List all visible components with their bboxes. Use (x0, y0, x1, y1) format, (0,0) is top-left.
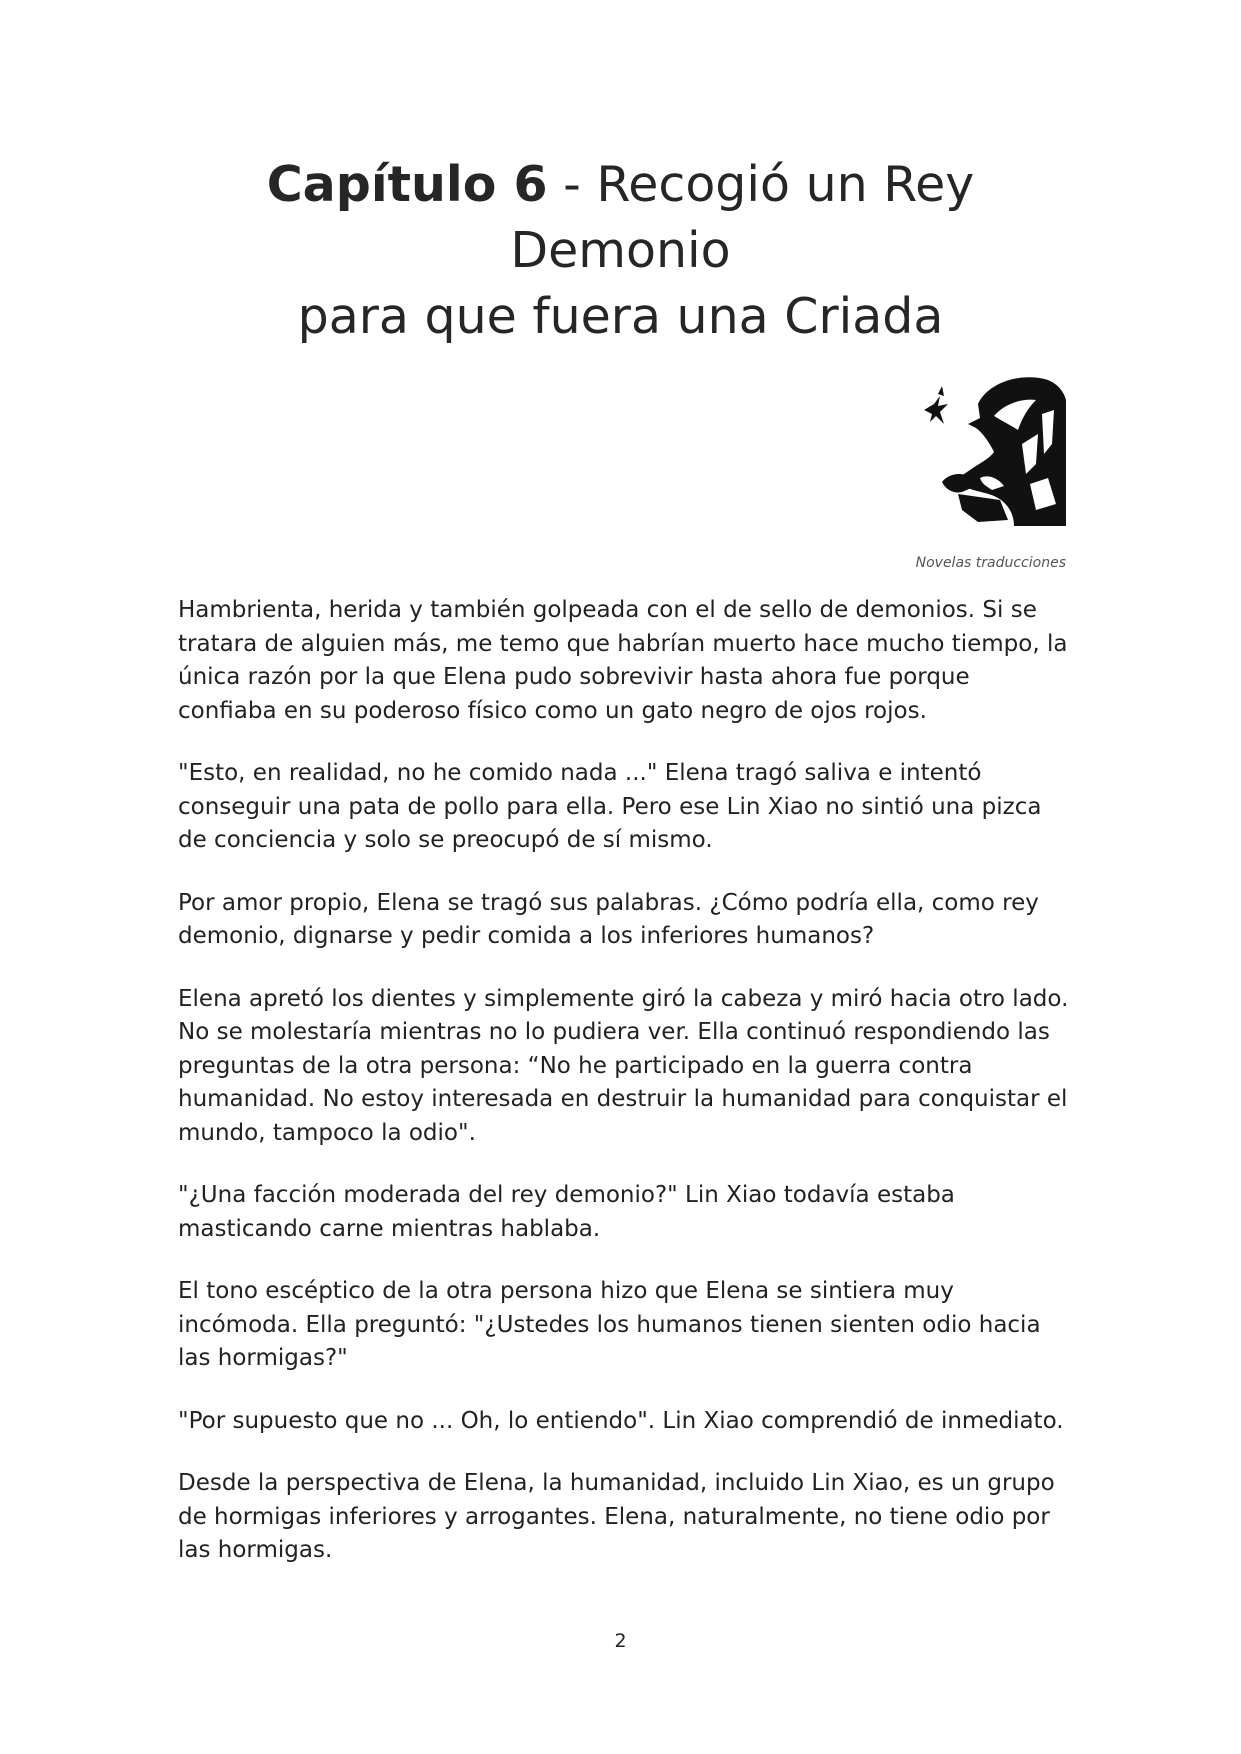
chapter-title-separator: - (547, 156, 597, 213)
page-number: 2 (614, 1630, 627, 1652)
paragraph: Desde la perspectiva de Elena, la humanidad, incluido Lin Xiao, es un grupo de hormigas inferiores y arrogantes. Elena, naturalmente, no tiene odio por las hormigas. (178, 1470, 1055, 1563)
chapter-title-line1: Recogió un Rey Demonio (510, 156, 975, 279)
paragraph: "¿Una facción moderada del rey demonio?" Lin Xiao todavía estaba masticando carne mientras hablaba. (178, 1182, 955, 1242)
chapter-title-line2: para que fuera una Criada (297, 288, 944, 345)
logo-caption: Novelas traducciones (915, 555, 1066, 571)
paragraph: El tono escéptico de la otra persona hizo que Elena se sintiera muy incómoda. Ella preguntó: "¿Ustedes los humanos tienen sienten odio hacia las hormigas?" (178, 1278, 1041, 1371)
paragraph: "Por supuesto que no ... Oh, lo entiendo". Lin Xiao comprendió de inmediato. (178, 1407, 1064, 1434)
chapter-body (178, 594, 1070, 1597)
paragraph: "Esto, en realidad, no he comido nada ..." Elena tragó saliva e intentó conseguir una pata de pollo para ella. Pero ese Lin Xiao no sintió una pizca de conciencia y solo se preocupó de sí mismo. (178, 760, 1042, 853)
paragraph: Por amor propio, Elena se tragó sus palabras. ¿Cómo podría ella, como rey demonio, dignarse y pedir comida a los inferiores humanos? (178, 889, 1039, 949)
chapter-label: Capítulo 6 (266, 156, 548, 213)
chapter-title (150, 152, 1091, 350)
paragraph: Hambrienta, herida y también golpeada con el de sello de demonios. Si se tratara de alguien más, me temo que habrían muerto hace mucho tiempo, la única razón por la que Elena pudo sobrevivir hasta ahora fue porque confiaba en su poderoso físico como un gato negro de ojos rojos. (178, 597, 1068, 724)
paragraph: Elena apretó los dientes y simplemente giró la cabeza y miró hacia otro lado. No se molestaría mientras no lo pudiera ver. Ella continuó respondiendo las preguntas de la otra persona: “No he participado en la guerra contra humanidad. No estoy interesada en destruir la humanidad para conquistar el mundo, tampoco la odio". (178, 985, 1069, 1146)
hooded-figure-with-bird-icon (918, 374, 1066, 526)
